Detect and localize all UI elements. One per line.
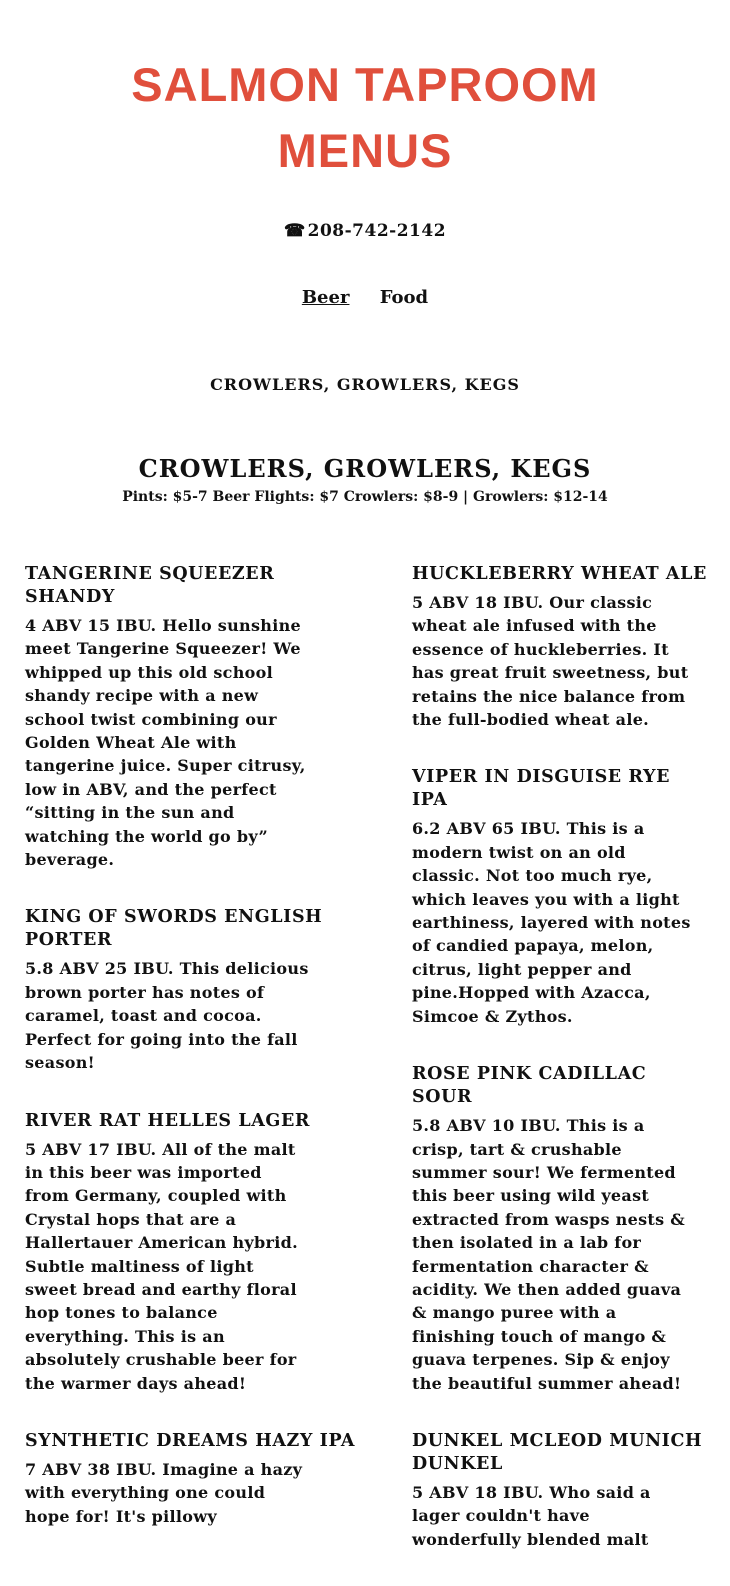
menu-item-description: 7 ABV 38 IBU. Imagine a hazy with everything one could hope for! It's pillowy xyxy=(25,1459,303,1526)
nav-tab-beer[interactable]: Beer xyxy=(301,287,350,308)
menu-column-right xyxy=(412,563,712,1586)
menu-item-name: VIPER IN DISGUISE RYE IPA xyxy=(412,767,671,811)
site-title-line2: MENUS xyxy=(277,124,453,177)
menu-item xyxy=(412,1430,712,1551)
menu-item-description: 5.8 ABV 25 IBU. This delicious brown porter has notes of caramel, toast and cocoa. Perfect for going into the fall season! xyxy=(25,959,309,1073)
menu-item xyxy=(25,1430,365,1528)
menu-item-name: RIVER RAT HELLES LAGER xyxy=(25,1110,311,1131)
menu-item xyxy=(412,766,712,1028)
menu-item-description: 5 ABV 18 IBU. Our classic wheat ale infused with the essence of huckleberries. It has great fruit sweetness, but retains the nice balance from the full-bodied wheat ale. xyxy=(412,593,689,730)
price-summary: Pints: $5-7 Beer Flights: $7 Crowlers: $8-9 | Growlers: $12-14 xyxy=(122,489,608,505)
menu-item xyxy=(412,563,712,731)
subnav-link-crowlers-growlers-kegs[interactable]: CROWLERS, GROWLERS, KEGS xyxy=(210,375,520,394)
menu-item-description: 4 ABV 15 IBU. Hello sunshine meet Tangerine Squeezer! We whipped up this old school shandy recipe with a new school twist combining our Golden Wheat Ale with tangerine juice. Super citrusy, low in ABV, and the perfect “sitting in the sun and watching the world go by” beverage. xyxy=(25,616,306,870)
menu-item-name: ROSE PINK CADILLAC SOUR xyxy=(412,1064,647,1108)
menu-item-description: 6.2 ABV 65 IBU. This is a modern twist on an old classic. Not too much rye, which leaves you with a light earthiness, layered with notes of candied papaya, melon, citrus, light pepper and pine.Hopped with Azacca, Simcoe & Zythos. xyxy=(412,819,691,1026)
menu-item-name: DUNKEL MCLEOD MUNICH DUNKEL xyxy=(412,1430,703,1474)
menu-item xyxy=(25,563,365,871)
menu-item xyxy=(412,1063,712,1395)
menu-item-description: 5.8 ABV 10 IBU. This is a crisp, tart & crushable summer sour! We fermented this beer using wild yeast extracted from wasps nests & then isolated in a lab for fermentation character & acidity. We then added guava & mango puree with a finishing touch of mango & guava terpenes. Sip & enjoy the beautiful summer ahead! xyxy=(412,1116,686,1393)
menu-item xyxy=(25,906,365,1074)
nav-tab-food[interactable]: Food xyxy=(379,287,429,308)
site-title xyxy=(0,52,730,184)
section-title: CROWLERS, GROWLERS, KEGS xyxy=(138,454,592,483)
menu-item-name: HUCKLEBERRY WHEAT ALE xyxy=(412,564,707,584)
menu-item-description: 5 ABV 18 IBU. Who said a lager couldn't have wonderfully blended malt xyxy=(412,1482,651,1549)
menu-item-name: SYNTHETIC DREAMS HAZY IPA xyxy=(25,1430,356,1451)
phone-number-text: 208-742-2142 xyxy=(307,221,447,241)
site-title-line1: SALMON TAPROOM xyxy=(131,58,599,111)
menu-item-name: KING OF SWORDS ENGLISH PORTER xyxy=(25,907,323,951)
menu-column-left xyxy=(25,563,365,1563)
phone-number[interactable] xyxy=(0,221,730,241)
menu-item-name: TANGERINE SQUEEZER SHANDY xyxy=(25,564,275,607)
menu-nav xyxy=(0,287,730,308)
phone-icon: ☎ xyxy=(283,221,306,241)
menu-item-description: 5 ABV 17 IBU. All of the malt in this beer was imported from Germany, coupled with Crystal hops that are a Hallertauer American hybrid. Subtle maltiness of light sweet bread and earthy floral hop tones to balance everything. This is an absolutely crushable beer for the warmer days ahead! xyxy=(25,1139,298,1393)
menu-item xyxy=(25,1110,365,1395)
